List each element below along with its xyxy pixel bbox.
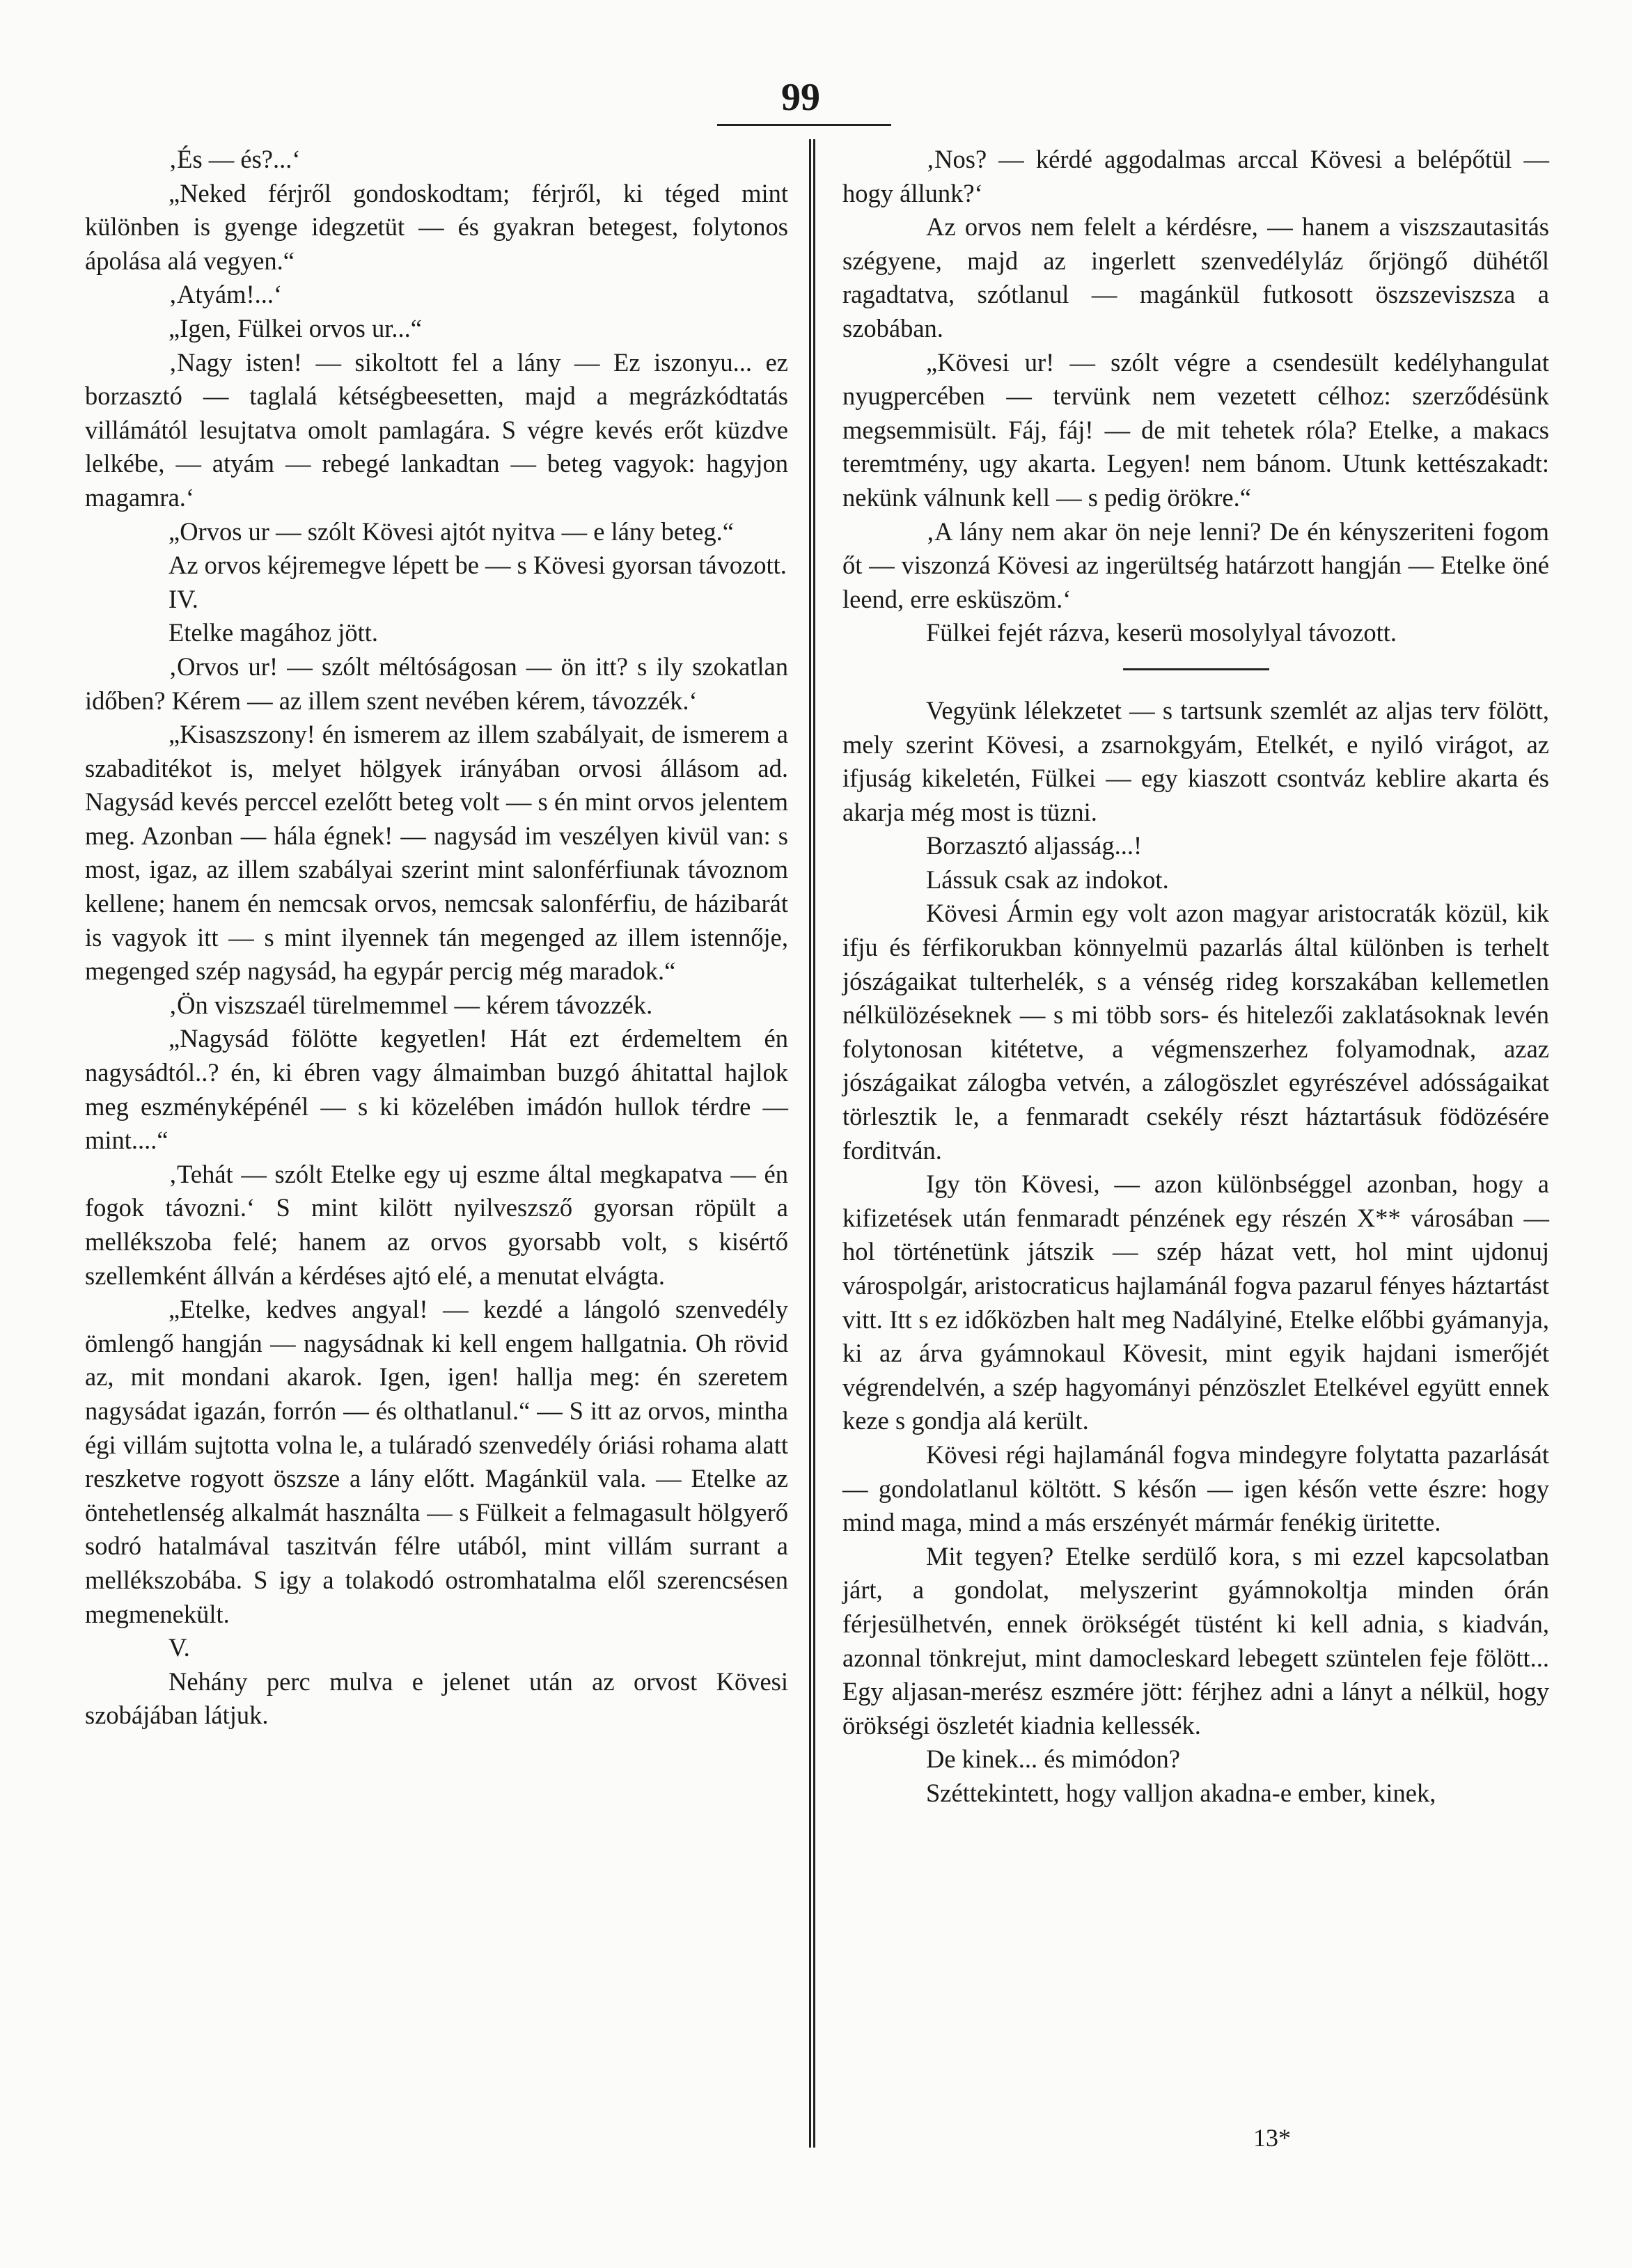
paragraph: Nehány perc mulva e jelenet után az orvost Kövesi szobájában látjuk. <box>85 1667 788 1730</box>
section-heading: IV. <box>168 584 198 613</box>
paragraph: Széttekintett, hogy valljon akadna-e ember, kinek, <box>926 1778 1436 1807</box>
paragraph: ‚Nos? — kérdé aggodalmas arccal Kövesi a belépőtül — hogy állunk?‘ <box>842 145 1549 207</box>
paragraph: ‚Ön viszszaél türelmemmel — kérem távozzék. <box>168 990 653 1019</box>
paragraph: Etelke magához jött. <box>168 618 379 647</box>
signature-mark: 13* <box>1253 2124 1291 2152</box>
paragraph: Vegyünk lélekzetet — s tartsunk szemlét az aljas terv fölött, mely szerint Kövesi, a zsarnokgyám, Etelkét, e nyiló virágot, az ifjuság kikeletén, Fülkei — egy kiaszott csontváz keblire akarta és akarja még most is tüzni. <box>842 695 1549 826</box>
paragraph: ‚Atyám!...‘ <box>168 280 283 309</box>
header-rule <box>717 124 891 126</box>
paragraph: Mit tegyen? Etelke serdülő kora, s mi ezzel kapcsolatban járt, a gondolat, melyszerint gyámnokoltja minden órán férjesülhetvén, ennek örökségét tüstént ki kell adnia, s kiadván, azonnal tönkrejut, mint damocleskard lebegett szüntelen feje fölött... Egy aljasan-merész eszmére jött: férjhez adni a lányt a nélkül, hogy örökségi öszletét kiadnia kellessék. <box>842 1541 1549 1740</box>
paragraph: Kövesi Ármin egy volt azon magyar aristocraták közül, kik ifju és férfikorukban könnyelmü pazarlás által különben is terhelt jószágaikat tulterhelék, s a vénség rideg korszakában kellemetlen nélkülözéseknek — s mi több sors- és hitelezői zaklatásoknak levén folytonosan kitétetve, a végmenszerhez folyamodnak, azaz jószágaikat zálogba vetvén, a zálogöszlet egyrészével adósságaikat törlesztik le, a fenmaradt csekély részt háztartásuk födözésére forditván. <box>842 899 1549 1165</box>
section-heading: V. <box>168 1633 190 1662</box>
left-column <box>85 143 788 1733</box>
paragraph: ‚Tehát — szólt Etelke egy uj eszme által megkapatva — én fogok távozni.‘ S mint kilött nyilveszsző gyorsan röpült a mellékszoba felé; hanem az orvos gyorsabb volt, s kisértő szellemként állván a kérdéses ajtó elé, a menutat elvágta. <box>85 1159 788 1290</box>
paragraph: Az orvos kéjremegve lépett be — s Kövesi gyorsan távozott. <box>168 551 787 580</box>
paragraph: Az orvos nem felelt a kérdésre, — hanem a viszszautasitás szégyene, majd az ingerlett szenvedélyláz őrjöngő dühétől ragadtatva, szótlanul — magánkül futkosott öszszeviszsza a szobában. <box>842 212 1549 342</box>
paragraph: „Kövesi ur! — szólt végre a csendesült kedélyhangulat nyugpercében — tervünk nem vezetett célhoz: szerződésünk megsemmisült. Fáj, fáj! — de mit tehetek róla? Etelke, a makacs teremtmény, ugy akarta. Legyen! nem bánom. Utunk kettészakadt: nekünk válnunk kell — s pedig örökre.“ <box>842 347 1549 512</box>
paragraph: Fülkei fejét rázva, keserü mosolylyal távozott. <box>926 618 1397 647</box>
paragraph: „Orvos ur — szólt Kövesi ajtót nyitva — e lány beteg.“ <box>168 517 734 546</box>
page-number: 99 <box>781 76 820 119</box>
paragraph: Kövesi régi hajlamánál fogva mindegyre folytatta pazarlását — gondolatlanul költött. S későn — igen későn vette észre: hogy mind maga, mind a más erszényét mármár fenékig üritette. <box>842 1440 1549 1537</box>
paragraph: Igy tön Kövesi, — azon különbséggel azonban, hogy a kifizetések után fenmaradt pénzének egy részén X** városában — hol történetünk játszik — szép házat vett, hol mint ujdonuj várospolgár, aristocraticus hajlamánál fogva pazarul fényes háztartást vitt. Itt s ez időközben halt meg Nadályiné, Etelke előbbi gyámanyja, ki az árva gyámnokaul Kövesit, mint egyik hajdani ismerőjét végrendelvén, a szép hagyományi pénzöszlet Etelkével együtt ennek keze s gondja alá került. <box>842 1170 1550 1435</box>
paragraph: Borzasztó aljasság...! <box>926 831 1143 860</box>
paragraph: ‚A lány nem akar ön neje lenni? De én kényszeriteni fogom őt — viszonzá Kövesi az ingerültség határzott hangján — Etelke öné leend, erre esküszöm.‘ <box>842 517 1549 613</box>
paragraph: „Neked férjről gondoskodtam; férjről, ki téged mint különben is gyenge idegzetüt — és gyakran betegest, folytonos ápolása alá vegyen.“ <box>85 178 788 275</box>
paragraph: ‚Nagy isten! — sikoltott fel a lány — Ez iszonyu... ez borzasztó — taglalá kétségbeesetten, majd a megrázkódtatás villámától lesujtatva omolt pamlagára. S végre kevés erőt küzdve lelkébe, — atyám — rebegé lankadtan — beteg vagyok: hagyjon magamra.‘ <box>85 347 788 512</box>
paragraph: „Nagysád fölötte kegyetlen! Hát ezt érdemeltem én nagysádtól..? én, ki ébren vagy álmaimban buzgó áhitattal hajlok meg eszményképénél — s ki közelében imádón hullok térdre — mint....“ <box>85 1024 788 1155</box>
paragraph: Lássuk csak az indokot. <box>926 865 1169 894</box>
paragraph: „Igen, Fülkei orvos ur...“ <box>168 313 422 342</box>
paragraph: ‚Orvos ur! — szólt méltóságosan — ön itt? s ily szokatlan időben? Kérem — az illem szent nevében kérem, távozzék.‘ <box>85 652 788 715</box>
column-divider <box>809 139 815 2148</box>
section-separator <box>1123 668 1269 670</box>
right-column <box>842 143 1549 1811</box>
paragraph: ‚És — és?...‘ <box>168 145 301 173</box>
paragraph: De kinek... és mimódon? <box>926 1745 1180 1774</box>
paragraph: „Kisaszszony! én ismerem az illem szabályait, de ismerem a szabaditékot is, melyet hölgyek irányában orvosi állásom ad. Nagysád kevés perccel ezelőtt beteg volt — s én mint orvos jelentem meg. Azonban — hála égnek! — nagysád im veszélyen kivül van: s most, igaz, az illem szabályai szerint mint salonférfiunak távoznom kellene; hanem én nemcsak orvos, nemcsak salonférfiu, de házibarát is vagyok itt — s mint ilyennek tán megenged az illem istennője, megenged szép nagysád, ha egypár percig még maradok.“ <box>85 720 788 986</box>
paragraph: „Etelke, kedves angyal! — kezdé a lángoló szenvedély ömlengő hangján — nagysádnak ki kell engem hallgatnia. Oh rövid az, mit mondani akarok. Igen, igen! hallja meg: én szeretem nagysádat igazán, forrón — és olthatlanul.“ — S itt az orvos, mintha égi villám sujtotta volna le, a tuláradó szenvedély óriási rohama alatt reszketve rogyott öszsze a lány előtt. Magánkül vala. — Etelke az öntehetlenség alkalmát használta — s Fülkeit a felmagasult hölgyerő sodró hatalmával taszitván félre utából, mint villám surrant a mellékszobába. S igy a tolakodó ostromhatalma elől szerencsésen megmenekült. <box>85 1295 788 1628</box>
